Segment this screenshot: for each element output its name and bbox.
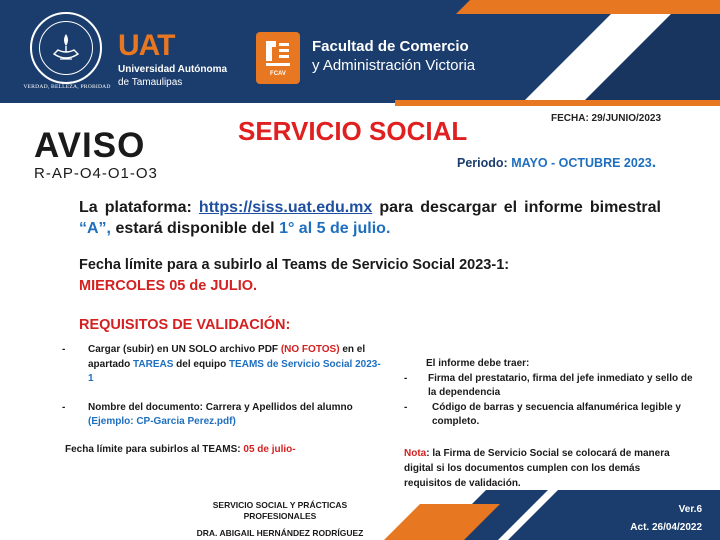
footer-signer: DRA. ABIGAIL HERNÁNDEZ RODRÍGUEZ <box>196 528 364 538</box>
list-dash: - <box>62 344 66 355</box>
list-item <box>62 343 382 387</box>
period-value: MAYO - OCTUBRE 2023 <box>511 156 652 170</box>
page-title: SERVICIO SOCIAL <box>238 116 468 146</box>
uat-name-line1: Universidad Autónoma <box>118 64 228 75</box>
list-item <box>404 401 694 430</box>
upload-deadline-label: Fecha límite para subirlos al TEAMS: <box>65 444 241 455</box>
fcav-emblem-icon <box>262 37 294 69</box>
teams-deadline-label: Fecha límite para a subirlo al Teams de Servicio Social 2023-1: <box>79 257 510 273</box>
report-requirements <box>404 357 694 430</box>
tareas-label: TAREAS <box>133 358 174 370</box>
update-date: Act. 26/04/2022 <box>630 522 702 533</box>
platform-mid: para descargar el informe bimestral <box>379 199 662 216</box>
faculty-name-line2: y Administración Victoria <box>312 57 476 74</box>
note-text: : la Firma de Servicio Social se colocará de manera digital si los documentos cumplen con los demás requisitos de validación. <box>404 448 670 489</box>
uat-acronym <box>118 30 174 62</box>
item1-text-a: Cargar (subir) en UN SOLO archivo PDF <box>88 344 279 355</box>
period-dot: . <box>651 154 657 171</box>
upload-deadline <box>65 444 296 455</box>
aviso-heading: AVISO <box>34 126 146 165</box>
lamp-icon <box>46 28 86 68</box>
teams-deadline-date: MIERCOLES 05 de JULIO. <box>79 278 258 294</box>
period <box>457 154 656 172</box>
uat-name-line2: de Tamaulipas <box>118 77 183 88</box>
version-label: Ver.6 <box>678 504 702 515</box>
report-requirements-lead: El informe debe traer: <box>426 358 530 369</box>
list-dash: - <box>404 372 408 384</box>
signature-requirement: Firma del prestatario, firma del jefe inmediato y sello de la dependencia <box>428 372 693 398</box>
fcav-logo <box>256 32 300 84</box>
informe-letter: “A”, <box>79 220 111 237</box>
uat-acronym-text: UAT <box>118 29 175 62</box>
upload-instructions <box>62 343 382 444</box>
header-orange-underline <box>395 100 720 106</box>
digital-signature-note <box>404 446 674 491</box>
document-code: R-AP-O4-O1-O3 <box>34 165 158 182</box>
platform-dates: 1° al 5 de julio. <box>279 220 391 237</box>
upload-deadline-value: 05 de julio- <box>243 444 296 455</box>
platform-link[interactable]: https://siss.uat.edu.mx <box>198 199 373 216</box>
no-photos-note: (NO FOTOS) <box>280 344 340 355</box>
platform-announcement <box>79 197 661 239</box>
list-dash: - <box>62 401 66 413</box>
requirements-heading: REQUISITOS DE VALIDACIÓN: <box>79 317 291 333</box>
period-label: Periodo: <box>457 156 508 170</box>
item1-text-c: del equipo <box>176 358 227 370</box>
faculty-name-line1: Facultad de Comercio <box>312 38 469 55</box>
header-band <box>0 0 720 106</box>
note-label: Nota <box>404 448 427 459</box>
uat-logo <box>118 30 228 90</box>
notice-date: FECHA: 29/JUNIO/2023 <box>551 113 662 124</box>
list-item <box>404 372 694 401</box>
list-dash: - <box>404 401 408 413</box>
barcode-requirement: Código de barras y secuencia alfanumérica legible y completo. <box>432 401 681 427</box>
platform-prefix: La plataforma: <box>79 199 192 216</box>
teams-name: TEAMS de Servicio Social 2023-1 <box>88 358 381 384</box>
fcav-label: FCAV <box>270 71 286 77</box>
platform-availability: estará disponible del <box>115 220 275 237</box>
footer-department: SERVICIO SOCIAL Y PRÁCTICAS PROFESIONALES <box>212 500 348 521</box>
item1-text-b: en el apartado <box>88 344 366 370</box>
header-orange-stripe <box>456 0 720 14</box>
list-item <box>62 401 382 430</box>
seal-motto: VERDAD, BELLEZA, PROBIDAD <box>23 84 111 90</box>
filename-example: (Ejemplo: CP-Garcia Perez.pdf) <box>88 416 236 427</box>
university-seal-logo <box>30 12 102 84</box>
item2-text: Nombre del documento: Carrera y Apellidos del alumno <box>88 401 353 413</box>
